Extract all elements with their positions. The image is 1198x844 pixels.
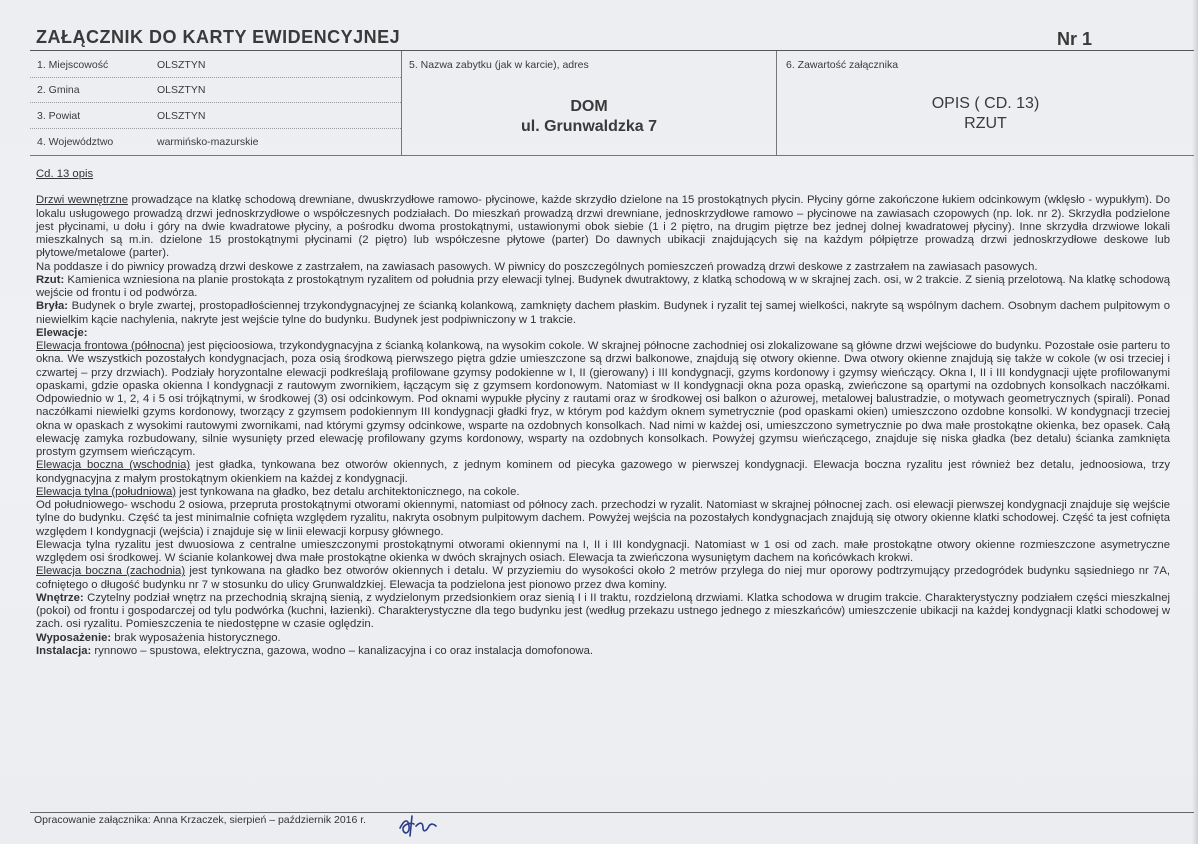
contents-label: 6. Zawartość załącznika: [786, 59, 899, 71]
row-divider: [30, 128, 401, 129]
location-label-commune: 2. Gmina: [37, 84, 80, 96]
section-heading: Wyposażenie:: [36, 631, 112, 644]
paragraph-plan: [36, 274, 1170, 301]
section-heading: Wnętrze:: [36, 591, 84, 604]
location-value-commune: OLSZTYN: [157, 84, 206, 96]
paragraph-east-elevation: [36, 459, 1170, 486]
row-divider: [30, 77, 401, 78]
row-divider: [30, 102, 401, 103]
section-heading: Rzut:: [36, 273, 65, 286]
signature-icon: [396, 812, 442, 838]
section-heading: Elewacja boczna (wschodnia): [36, 459, 191, 472]
monument-address: ul. Grunwaldzka 7: [520, 118, 658, 135]
paragraph-text: jest tynkowana na gładko bez otworów okiennych i detalu. W przyziemiu do wysokości około 2 metrów przylega do niej mur oporowy podtrzymujący przedogródek budynku sąsiedniego nr 7A, cofniętego o długość budynku nr 7 w stosunku do ulicy Grunwaldzkiej. Elewacja ta podzielona jest pionowo przez dwa kominy.: [36, 565, 1170, 591]
section-heading: Bryła:: [36, 300, 69, 313]
section-heading: Instalacja:: [36, 644, 92, 657]
location-label-voivodeship: 4. Województwo: [37, 136, 114, 148]
monument-name: DOM: [570, 98, 608, 115]
location-value-voivodeship: warmińsko-mazurskie: [157, 136, 259, 148]
paragraph-front-elevation: [36, 340, 1170, 459]
description-body: [36, 168, 1170, 658]
metadata-table: [30, 51, 1194, 156]
document-number: Nr 1: [1057, 29, 1093, 49]
paragraph-risalit-elevation: Elewacja tylna ryzalitu jest dwuosiowa z centralne umieszczonymi prostokątnymi otworami okiennymi na I, II i III kondygnacji. Natomiast w 1 osi od zach. małe prostokątne otwory okienne rozmieszczone asymetryczne względem osi środkowej. W ścianie kolankowej dwa małe prostokątne okienka w dwóch skrajnych osiach. Elewacja ta zwieńczona wysuniętym dachem na końcówkach krokwi.: [36, 538, 1170, 564]
paragraph-attic-doors: Na poddasze i do piwnicy prowadzą drzwi deskowe z zastrzałem, na zawiasach pasowych. W piwnicy do poszczególnych pomieszczeń prowadzą drzwi deskowe z zastrzałem na zawiasach pasowych.: [36, 260, 1038, 273]
paragraph-text: Kamienica wzniesiona na planie prostokąta z prostokątnym ryzalitem od południa przy elewacji tylnej. Budynek dwutraktowy, z klatką schodową w w skrajnej zach. osi, w 2 trakcie. Z sienią przelotową. Na klatkę schodową wejście od frontu i od podwórza.: [36, 273, 1170, 299]
paragraph-south-elevation: [36, 486, 1170, 499]
monument-label: 5. Nazwa zabytku (jak w karcie), adres: [409, 59, 589, 71]
paragraph-furnishings: [36, 632, 1170, 645]
paragraph-west-elevation: [36, 565, 1170, 592]
paragraph-text: jest gładka, tynkowana bez otworów okiennych, z jednym kominem od piecyka gazowego w pierwszej kondygnacji. Elewacja boczna ryzalitu jest również bez detalu, jednoosiowa, trzy kondygnacyjna z małym prostokątnym okienkiem na każdej z kondygnacji.: [36, 459, 1171, 485]
location-value-county: OLSZTYN: [157, 110, 206, 122]
paragraph-text: rynnowo – spustowa, elektryczna, gazowa, wodno – kanalizacyjna i co oraz instalacja domofonowa.: [91, 644, 593, 657]
section-heading: Elewacja boczna (zachodnia): [36, 565, 186, 578]
paragraph-text: Czytelny podział wnętrz na przechodnią skrajną sienią, z wydzielonym przedsionkiem oraz sienią I i II traktu, rozdzieloną drzwiami. Klatka schodowa w drugim trakcie. Charakterystyczny podziałem części mieszkalnej (pokoi) od frontu i gospodarczej od tylu podwórka (kuchni, łazienki). Charakterystyczne dla tego budynku jest (według przekazu ustnego jednego z mieszkańców) umieszczenie ubikacji na każdej kondygnacji klatki schodowej w zach. osi ryzalitu. Pomieszczenia te niedostępne w czasie oględzin.: [36, 591, 1170, 631]
continuation-reference: Cd. 13 opis: [36, 168, 94, 180]
paragraph-text: jest pięcioosiowa, trzykondygnacyjna z ścianką kolankową, na wysokim cokole. W skrajnej północne zachodniej osi zlokalizowane są główne drzwi wejściowe do budynku. Pozostałe osie parteru to okna. We wszystkich pozostałych kondygnacjach, poza osią środkową pierwszego piętra gdzie umieszczone są drzwi balkonowe, znajdują się otwory okienne. Dwa otwory okienne znajdują się także w cokole (w osi trzeciej i czwartej – przy drzwiach). Podziały horyzontalne elewacji podkreślają profilowane gzymsy podokienne w I, II (gierowany) i III kondygnacji, gzyms kordonowy i gzymsy wieńczący. Okna I, II i III kondygnacji ujęte profilowanymi opaskami, gdzie opaska okienna I kondygnacji z rautowym zwornikiem, łączącym się z gzymsem kordonowym. Natomiast w II kondygnacji okna poza opaską, zwieńczone są opartymi na ozdobnych konsolkach naczółkami. Odpowiednio w 1, 2, 4 i 5 osi trójkątnymi, w środkowej (3) osi odcinkowym. Pod oknami wypukłe płyciny z rautami oraz w środkowej osi balkon o ażurowej, metalowej balustradzie, o motywach geometrycznych (spirali). Ponad naczółkami niewielki gzyms kordonowy, tworzący z gzymsem podokiennym III kondygnacji gładki fryz, w którym pod każdym oknem symetrycznie (pod opaskami okien) umieszczono ozdobne konsolki. W kondygnacji trzeciej okna w opaskach z wysokimi rautowymi zwornikami, nad którymi gzymsy odcinkowe, wsparte na ozdobnych konsolkach. Nad nimi w każdej osi, umieszczono symetrycznie po dwa małe prostokątne okienka, bez opasek. Całą elewację zamyka rozbudowany, silnie wysunięty przed elewację profilowany gzyms kordonowy, wsparty na ozdobnych konsolkach. Powyżej gzymsu wieńczącego, znajduje się niska gładka (bez detalu) ścianka zamknięta prostym gzymsem wieńczącym.: [36, 340, 1170, 458]
contents-line-1: OPIS ( CD. 13): [931, 95, 1040, 112]
section-heading: Elewacja frontowa (północna): [36, 340, 185, 352]
paragraph-installations: [36, 645, 1170, 658]
location-label-county: 3. Powiat: [37, 110, 81, 122]
document-title: ZAŁĄCZNIK DO KARTY EWIDENCYJNEJ: [36, 27, 401, 47]
paragraph-text: jest tynkowana na gładko, bez detalu architektonicznego, na cokole.: [176, 485, 520, 498]
section-heading: Elewacja tylna (południowa): [36, 485, 177, 498]
contents-line-2: RZUT: [964, 115, 1007, 132]
section-heading: Drzwi wewnętrzne: [36, 194, 128, 207]
paragraph-interior: [36, 592, 1170, 632]
paragraph-massing: [36, 300, 1170, 327]
author-credit: Opracowanie załącznika: Anna Krzaczek, sierpień – październik 2016 r.: [34, 814, 367, 826]
paragraph-text: brak wyposażenia historycznego.: [111, 631, 281, 644]
paragraph-internal-doors: [36, 194, 1170, 260]
location-value-town: OLSZTYN: [157, 59, 206, 71]
paragraph-text: prowadzące na klatkę schodową drewniane, dwuskrzydłowe ramowo- płycinowe, każde skrzydło dzielone na 15 prostokątnych płycin. Płyciny górne zakończone łukiem odcinkowym (wklęsło - wypukłym). Do lokalu usługowego prowadzą drzwi jednoskrzydłowe o współczesnych podziałach. Do mieszkań prowadzą drzwi drewniane, jednoskrzydłowe ramowo – płycinowe na zawiasach czopowych (np. lok. nr 2). Skrzydła podzielone jest płycinami, u dołu i góry na dwie kwadratowe płyciny, a pośrodku dwoma prostokątnymi, ustawionymi obok siebie (1 i 2 piętro, na drugim piętrze bez jednej dolnej kwadratowej płyciny). Inne skrzydła drzwiowe lokali mieszkalnych są m.in. dzielone 15 prostokątnymi płycinami (2 piętro) lub współczesne płytowe (parter) Do dawnych ubikacji znajdujących się na każdym półpiętrze prowadzą drzwi jednoskrzydłowe deskowe lub płytowe/metalowe (parter).: [36, 194, 1170, 260]
elevations-heading: Elewacje:: [36, 326, 88, 339]
footer-divider: [30, 812, 1194, 813]
paragraph-south-elevation-detail: Od południowego- wschodu 2 osiowa, przepruta prostokątnymi otworami okiennymi, natomiast od północy zach. przechodzi w ryzalit. Natomiast w skrajnej północnej zach. osi elewacji pierwszej kondygnacji znajduje się wejście tylne do budynku. Część ta jest minimalnie cofnięta względem ryzalitu, nakryta osobnym pulpitowym dachem. Powyżej wejścia na pozostałych kondygnacjach znajdują się otwory okienne klatki schodowej. Część ta jest cofnięta względem I kondygnacji (wejścia) i znajduje się w linii elewacji korpusy głównego.: [36, 499, 1170, 538]
paragraph-text: Budynek o bryle zwartej, prostopadłościennej trzykondygnacyjnej ze ścianką kolankową, zamknięty dachem płaskim. Budynek i ryzalit tej samej wielkości, nakryte są wspólnym dachem. Osobnym dachem pulpitowym o niewielkim kącie nachylenia, nakryte jest wejście tylne do budynku. Budynek jest podpiwniczony w 1 trakcie.: [36, 300, 1170, 326]
location-label-town: 1. Miejscowość: [37, 59, 109, 71]
